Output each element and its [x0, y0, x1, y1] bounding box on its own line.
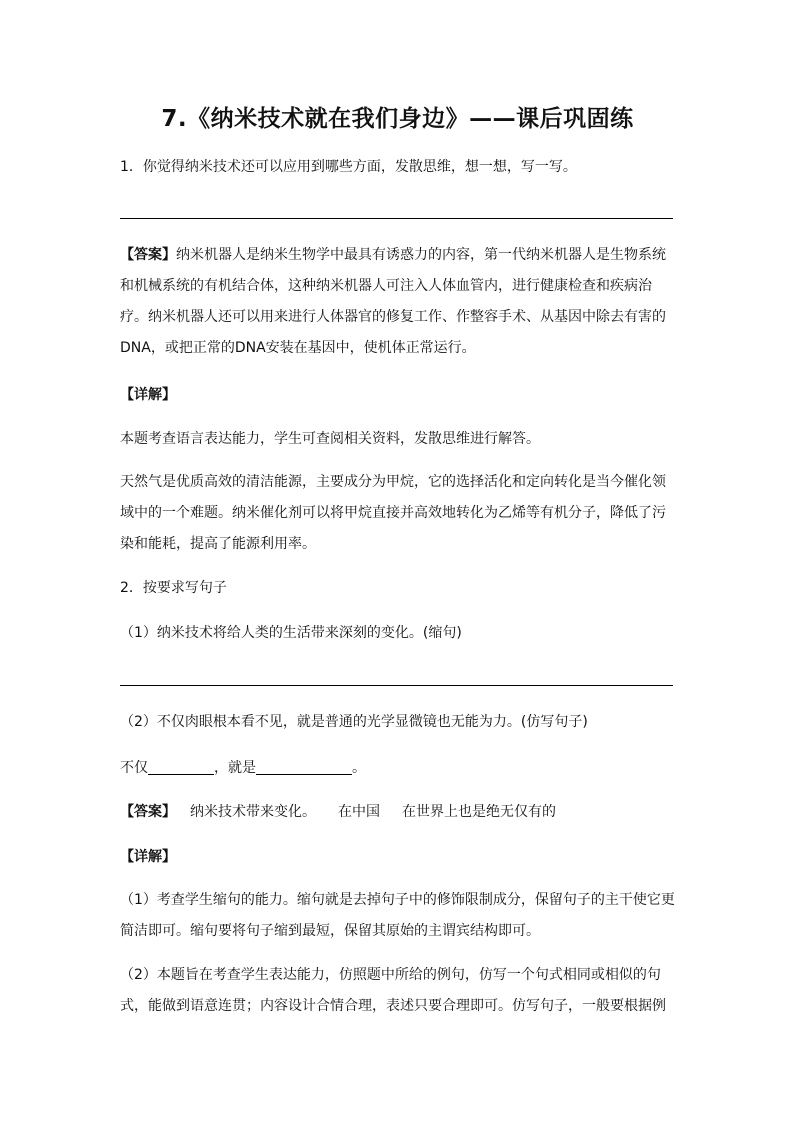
answer-part-3: 在世界上也是绝无仅有的 [402, 804, 556, 820]
blank-2[interactable] [256, 758, 352, 775]
answer-text: 纳米机器人是纳米生物学中最具有诱惑力的内容，第一代纳米机器人是生物系统和机械系统的有机结合体，这种纳米机器人可注入人体血管内，进行健康检查和疾病治疗。纳米机器人还可以用来进行人体器官的修复工作、作整容手术、从基因中除去有害的DNA，或把正常的DNA安装在基因中，使机体正常运行。 [120, 247, 666, 356]
template-part-c: 。 [352, 760, 366, 776]
question-2-sub-2: （2）不仅肉眼根本看不见，就是普通的光学显微镜也无能为力。(仿写句子) [120, 714, 588, 730]
q1-detail-1: 本题考查语言表达能力，学生可查阅相关资料，发散思维进行解答。 [120, 431, 540, 447]
imitation-template [120, 753, 675, 784]
answer-part-2: 在中国 [338, 804, 380, 820]
answer-line-2 [120, 685, 673, 686]
blank-1[interactable] [148, 758, 214, 775]
answer-tag: 【答案】 [120, 247, 176, 263]
template-part-a: 不仅 [120, 760, 148, 776]
template-part-b: ，就是 [214, 760, 256, 776]
q1-detail-tag: 【详解】 [120, 387, 176, 403]
q2-detail-1: （1）考查学生缩句的能力。缩句就是去掉句子中的修饰限制成分，保留句子的主干使它更简洁即可。缩句要将句子缩到最短，保留其原始的主谓宾结构即可。 [120, 892, 675, 939]
question-2: 2．按要求写句子 [120, 580, 227, 596]
q2-detail-tag: 【详解】 [120, 849, 176, 865]
q1-detail-2: 天然气是优质高效的清洁能源，主要成分为甲烷，它的选择活化和定向转化是当今催化领域中的一个难题。纳米催化剂可以将甲烷直接并高效地转化为乙烯等有机分子，降低了污染和能耗，提高了能源利用率。 [120, 474, 666, 552]
page-title: 7.《纳米技术就在我们身边》——课后巩固练 [161, 106, 634, 132]
answer-line-1 [120, 218, 673, 219]
answer-part-1: 纳米技术带来变化。 [190, 804, 316, 820]
question-1: 1．你觉得纳米技术还可以应用到哪些方面，发散思维，想一想，写一写。 [120, 159, 577, 175]
q1-answer [120, 240, 675, 364]
q2-answer [120, 797, 675, 828]
q2-detail-2: （2）本题旨在考查学生表达能力，仿照题中所给的例句，仿写一个句式相同或相似的句式，能做到语意连贯；内容设计合情合理，表述只要合理即可。仿写句子，一般要根据例 [120, 967, 666, 1014]
answer-tag: 【答案】 [120, 804, 176, 820]
question-2-sub-1: （1）纳米技术将给人类的生活带来深刻的变化。(缩句) [120, 625, 462, 641]
